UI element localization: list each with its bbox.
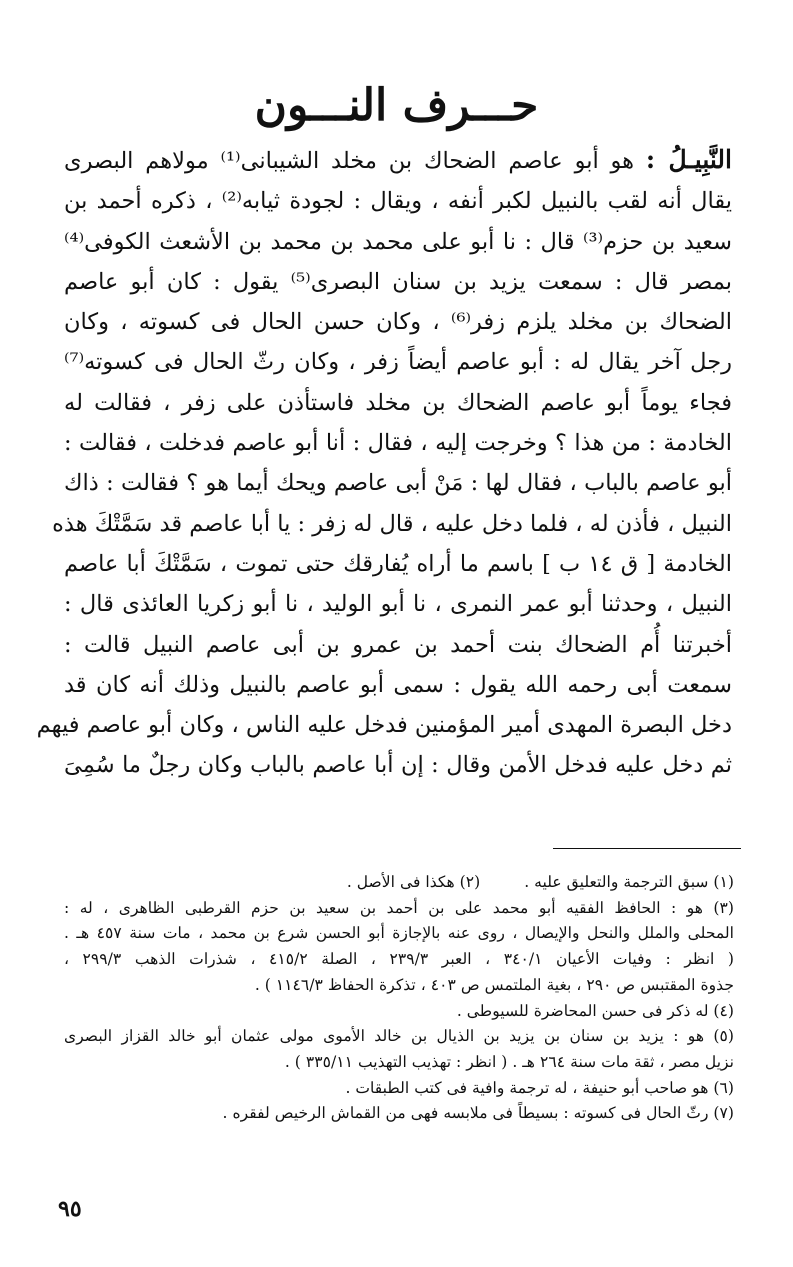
entry-line-10: النبيل ، فأذن له ، فلما دخل عليه ، قال له زفر : يا أبا عاصم قد سَمَّتْكَ هذه	[52, 510, 732, 537]
entry-body	[36, 140, 733, 786]
footnotes	[64, 870, 734, 1127]
footnote-1-2	[64, 870, 734, 896]
footnote-7: (٧) رثّ الحال فى كسوته : بسيطاً فى ملابسه فهى من القماش الرخيص لفقره .	[222, 1104, 734, 1123]
entry-line-5: الضحاك بن مخلد يلزم زفر⁽⁶⁾ ، وكان حسن الحال فى كسوته ، وكان	[64, 309, 732, 336]
entry-line-1	[64, 140, 732, 181]
footnote-3-line-4: جذوة المقتبس ص ٢٩٠ ، بغية الملتمس ص ٤٠٣ ، تذكرة الحفاظ ١١٤٦/٣ ) .	[254, 975, 734, 994]
entry-line-8: الخادمة : من هذا ؟ وخرجت إليه ، فقال : أنا أبو عاصم فدخلت ، فقالت :	[64, 430, 732, 457]
footnote-5-line-2: نزيل مصر ، ثقة مات سنة ٢٦٤ هـ . ( انظر : تهذيب التهذيب ٣٣٥/١١ ) .	[284, 1052, 734, 1071]
footnote-1: (١) سبق الترجمة والتعليق عليه .	[524, 873, 734, 891]
footnote-4: (٤) له ذكر فى حسن المحاضرة للسيوطى .	[456, 1001, 734, 1020]
footnote-divider	[553, 848, 741, 849]
entry-term: النَّبِيـلُ :	[645, 145, 732, 174]
entry-line-9: أبو عاصم بالباب ، فقال لها : مَنْ أبى عاصم ويحك أيما هو ؟ فقالت : ذاك	[64, 470, 732, 497]
chapter-title: حـــرف النـــون	[254, 80, 539, 131]
entry-line-1-text: هو أبو عاصم الضحاك بن مخلد الشيبانى⁽¹⁾ مولاهم البصرى	[64, 148, 646, 174]
entry-line-4: بمصر قال : سمعت يزيد بن سنان البصرى⁽⁵⁾ يقول : كان أبو عاصم	[64, 268, 732, 295]
entry-line-3: سعيد بن حزم⁽³⁾ قال : نا أبو على محمد بن محمد بن الأشعث الكوفى⁽⁴⁾	[64, 228, 732, 255]
footnote-5-line-1: (٥) هو : يزيد بن سنان بن يزيد بن الذيال بن خالد الأموى مولى عثمان أبو خالد القزاز البصرى	[64, 1027, 734, 1046]
footnote-6: (٦) هو صاحب أبو حنيفة ، له ترجمة وافية فى كتب الطبقات .	[345, 1078, 734, 1097]
footnote-2: (٢) هكذا فى الأصل .	[346, 873, 481, 891]
entry-line-7: فجاء يوماً أبو عاصم الضحاك بن مخلد فاستأذن على زفر ، فقالت له	[64, 389, 732, 416]
page-number: ٩٥	[58, 1196, 82, 1222]
footnote-3-line-2: المحلى والملل والنحل والإيصال ، روى عنه بالإجازة أبو الحسن شرع بن محمد ، مات سنة ٤٥٧ هـ .	[64, 924, 734, 943]
footnote-3-line-1: (٣) هو : الحافظ الفقيه أبو محمد على بن أحمد بن سعيد بن حزم القرطبى الظاهرى ، له :	[64, 898, 734, 917]
entry-line-14: سمعت أبى رحمه الله يقول : سمى أبو عاصم بالنبيل وذلك أنه كان قد	[64, 671, 732, 698]
entry-line-6: رجل آخر يقال له : أبو عاصم أيضاً زفر ، وكان رثّ الحال فى كسوته⁽⁷⁾	[64, 349, 732, 376]
entry-line-16: ثم دخل عليه فدخل الأمن وقال : إن أبا عاصم بالباب وكان رجلٌ ما سُمِىَ	[64, 752, 732, 779]
footnote-3-line-3: ( انظر : وفيات الأعيان ٣٤٠/١ ، العبر ٢٣٩/٣ ، الصلة ٤١٥/٢ ، شذرات الذهب ٢٩٩/٣ ،	[64, 950, 734, 969]
entry-line-2: يقال أنه لقب بالنبيل لكبر أنفه ، ويقال : لجودة ثيابه⁽²⁾ ، ذكره أحمد بن	[64, 188, 732, 215]
entry-line-12: النبيل ، وحدثنا أبو عمر النمرى ، نا أبو الوليد ، نا أبو زكريا العائذى قال :	[64, 591, 732, 618]
entry-line-15: دخل البصرة المهدى أمير المؤمنين فدخل عليه الناس ، وكان أبو عاصم فيهم	[36, 712, 732, 739]
entry-line-13: أخبرتنا أُم الضحاك بنت أحمد بن عمرو بن أبى عاصم النبيل قالت :	[64, 631, 732, 658]
entry-line-11: الخادمة [ ق ١٤ ب ] باسم ما أراه يُفارقك حتى تموت ، سَمَّتْكَ أبا عاصم	[64, 550, 733, 577]
